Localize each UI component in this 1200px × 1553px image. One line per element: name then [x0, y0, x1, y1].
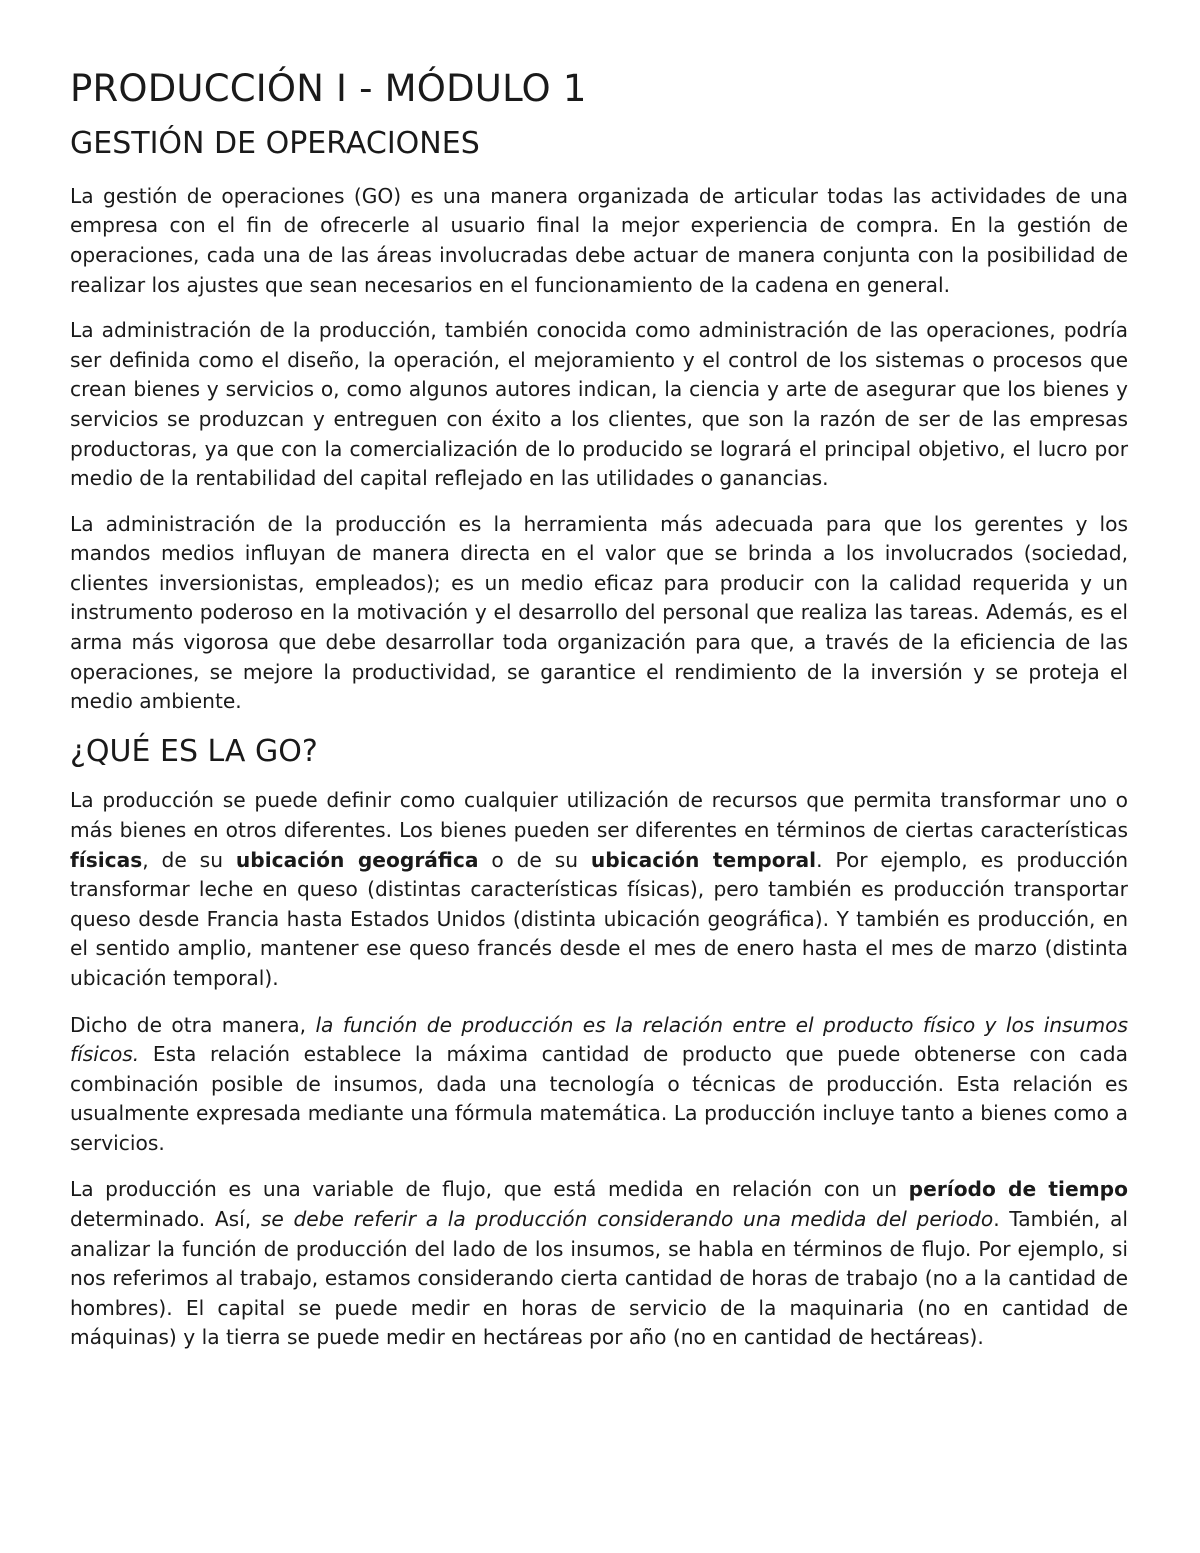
document-page: [70, 66, 1128, 1369]
text-run: , de su: [142, 847, 236, 872]
text-run: Dicho de otra manera,: [70, 1012, 316, 1037]
text-run: Esta relación establece la máxima cantidad de producto que puede obtenerse con cada combinación posible de insumos, dada una tecnología o técnicas de producción. Esta relación es usualmente expresada mediante una fórmula matemática. La producción incluye tanto a bienes como a servicios.: [70, 1042, 1128, 1155]
paragraph-gestion-3: La administración de la producción es la herramienta más adecuada para que los gerentes y los mandos medios influyan de manera directa en el valor que se brinda a los involucrados (sociedad, clientes inversionistas, empleados); es un medio eficaz para producir con la calidad requerida y un instrumento poderoso en la motivación y el desarrollo del personal que realiza las tareas. Además, es el arma más vigorosa que debe desarrollar toda organización para que, a través de la eficiencia de las operaciones, se mejore la productividad, se garantice el rendimiento de la inversión y se proteja el medio ambiente.: [70, 511, 1128, 714]
text-run: . También, al analizar la función de producción del lado de los insumos, se habla en términos de flujo. Por ejemplo, si nos referimos al trabajo, estamos considerando cierta cantidad de horas de trabajo (no a la cantidad de hombres). El capital se puede medir en horas de servicio de la maquinaria (no en cantidad de máquinas) y la tierra se puede medir en hectáreas por año (no en cantidad de hectáreas).: [70, 1207, 1128, 1350]
section-heading-gestion: GESTIÓN DE OPERACIONES: [70, 126, 480, 162]
text-run: La producción se puede definir como cualquier utilización de recursos que permita transformar uno o más bienes en otros diferentes. Los bienes pueden ser diferentes en términos de ciertas características: [70, 788, 1128, 842]
italic-periodo-medida: se debe referir a la producción considerando una medida del periodo: [260, 1207, 994, 1232]
paragraph-go-3: [70, 1175, 1128, 1353]
text-run: . Por ejemplo, es producción transformar leche en queso (distintas características físicas), pero también es producción transportar queso desde Francia hasta Estados Unidos (distinta ubicación geográfica). Y también es producción, en el sentido amplio, mantener ese queso francés desde el mes de enero hasta el mes de marzo (distinta ubicación temporal).: [70, 847, 1128, 990]
paragraph-go-2: [70, 1011, 1128, 1159]
text-run: determinado. Así,: [70, 1207, 261, 1232]
paragraph-gestion-2: La administración de la producción, también conocida como administración de las operaciones, podría ser definida como el diseño, la operación, el mejoramiento y el control de los sistemas o procesos que crean bienes y servicios o, como algunos autores indican, la ciencia y arte de asegurar que los bienes y servicios se produzcan y entreguen con éxito a los clientes, que son la razón de ser de las empresas productoras, ya que con la comercialización de lo producido se logrará el principal objetivo, el lucro por medio de la rentabilidad del capital reflejado en las utilidades o ganancias.: [70, 318, 1128, 491]
text-run: o de su: [478, 847, 591, 872]
bold-term-periodo-de-tiempo: período de tiempo: [908, 1177, 1128, 1202]
bold-term-fisicas: físicas: [70, 847, 143, 872]
text-run: La producción es una variable de flujo, que está medida en relación con un: [70, 1177, 909, 1202]
italic-definition: la función de producción es la relación entre el producto físico y los insumos físicos.: [70, 1012, 1129, 1067]
document-title: PRODUCCIÓN I - MÓDULO 1: [70, 67, 587, 110]
paragraph-gestion-1: La gestión de operaciones (GO) es una manera organizada de articular todas las actividades de una empresa con el fin de ofrecerle al usuario final la mejor experiencia de compra. En la gestión de operaciones, cada una de las áreas involucradas debe actuar de manera conjunta con la posibilidad de realizar los ajustes que sean necesarios en el funcionamiento de la cadena en general.: [70, 183, 1128, 297]
bold-term-ubicacion-geografica: ubicación geográfica: [235, 847, 479, 872]
paragraph-go-1: [70, 786, 1128, 993]
section-heading-que-es-go: ¿QUÉ ES LA GO?: [70, 733, 318, 769]
bold-term-ubicacion-temporal: ubicación temporal: [590, 847, 817, 872]
